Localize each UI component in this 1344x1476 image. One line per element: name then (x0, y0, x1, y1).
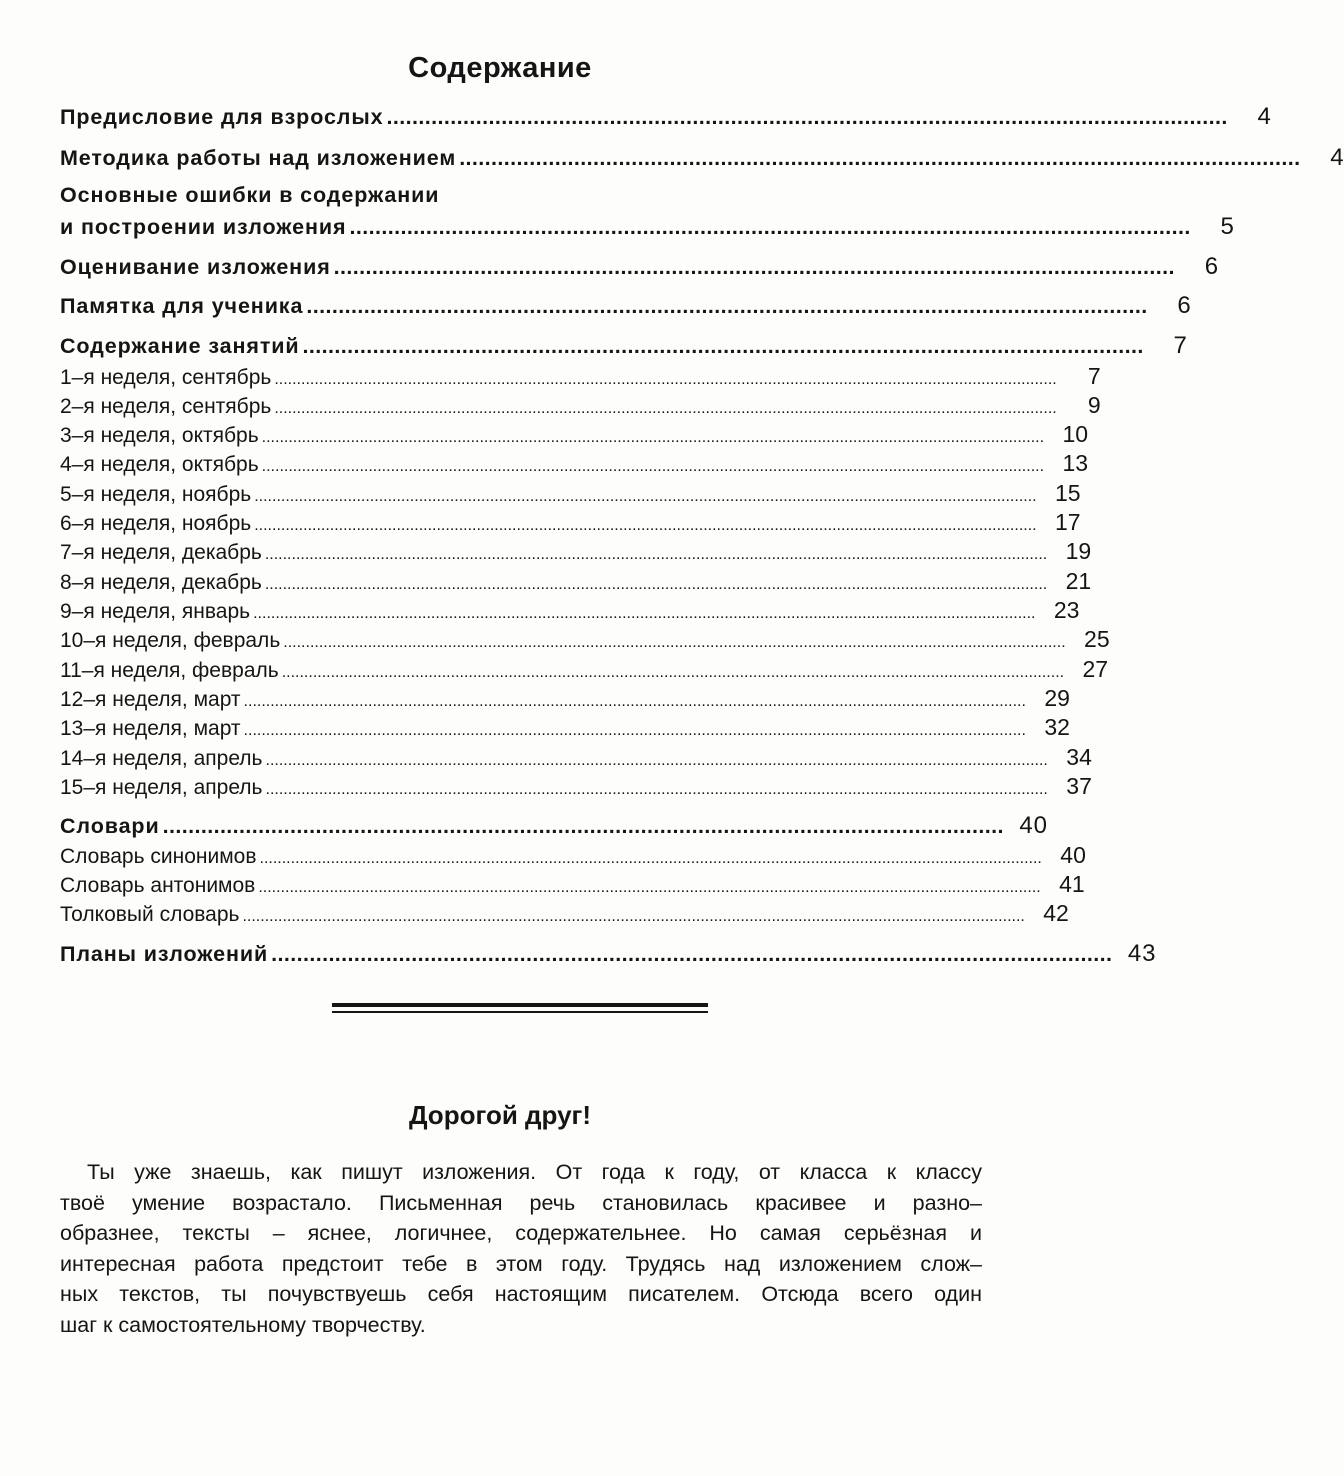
toc-page-number: 15 (1055, 480, 1081, 506)
toc-entry-label: 1–я неделя, сентябрь (60, 366, 272, 389)
toc-leader-dots: ................................................................................................................................................................................ (261, 429, 1045, 446)
toc-entry-label: Словарь антонимов (60, 874, 256, 897)
toc-page-number: 32 (1044, 714, 1070, 740)
toc-page-number: 19 (1065, 538, 1092, 564)
toc-entry (60, 871, 1085, 898)
toc-entry-label-line1: Основные ошибки в содержании (60, 183, 440, 207)
toc-entry-label: 8–я неделя, декабрь (60, 571, 262, 594)
divider-thick-rule (332, 1003, 708, 1007)
toc-page-number: 23 (1053, 597, 1080, 623)
toc-leader-dots: ................................................................................................................................................................................ (281, 664, 1065, 681)
toc-page-number: 13 (1062, 450, 1089, 476)
toc-entry-label: 2–я неделя, сентябрь (60, 395, 272, 418)
toc-entry (60, 626, 1110, 653)
toc-entry (60, 450, 1089, 477)
toc-page-number: 4 (1257, 103, 1272, 130)
toc-page-number: 29 (1044, 685, 1070, 711)
toc-leader-dots: ................................................................................................................................................................................ (265, 781, 1048, 798)
toc-entry-label: Оценивание изложения (60, 255, 331, 279)
toc-entry (60, 213, 1235, 241)
letter-line: твоё умение возрастало. Письменная речь становилась красивее и разно– (60, 1190, 982, 1215)
toc-entry (60, 685, 1070, 712)
toc-entry-label: 13–я неделя, март (60, 717, 241, 740)
toc-entry-label: 15–я неделя, апрель (60, 776, 263, 799)
toc-entry (60, 509, 1081, 536)
toc-entry-label: Словарь синонимов (60, 845, 257, 868)
toc-entry (60, 773, 1092, 800)
toc-entry (60, 144, 1344, 172)
toc-leader-dots: .................................................................................................................................... (386, 105, 1228, 129)
toc-page-number: 41 (1059, 871, 1085, 897)
toc-leader-dots: ................................................................................................................................................................................ (259, 850, 1042, 867)
toc-entry-label: 10–я неделя, февраль (60, 629, 281, 652)
toc-page-number: 43 (1127, 940, 1157, 967)
toc-entry-label: Содержание занятий (60, 334, 300, 358)
toc-page-number: 27 (1082, 656, 1109, 682)
toc-page-number: 40 (1060, 842, 1086, 868)
toc-leader-dots: ................................................................................................................................................................................ (274, 371, 1057, 388)
toc-page-number: 21 (1065, 568, 1092, 594)
toc-page-number: 7 (1087, 363, 1101, 389)
toc-entry (60, 568, 1092, 595)
toc-page-number: 9 (1087, 392, 1101, 418)
toc-leader-dots: ................................................................................................................................................................................ (242, 908, 1025, 925)
section-divider (332, 1003, 708, 1013)
toc-leader-dots: ................................................................................................................................................................................ (261, 458, 1045, 475)
toc-title: Содержание (408, 52, 592, 84)
toc-leader-dots: .................................................................................................................................... (162, 814, 1004, 838)
toc-entry-label: 6–я неделя, ноябрь (60, 512, 252, 535)
toc-entry (60, 103, 1272, 131)
toc-entry-label: Толковый словарь (60, 903, 240, 926)
toc-page-number: 34 (1066, 744, 1092, 770)
toc-entry-label: 5–я неделя, ноябрь (60, 483, 252, 506)
toc-leader-dots: ................................................................................................................................................................................ (254, 517, 1037, 534)
toc-leader-dots: ................................................................................................................................................................................ (253, 605, 1036, 622)
toc-entry (60, 656, 1109, 683)
letter-line: интересная работа предстоит тебе в этом году. Трудясь над изложением слож– (60, 1251, 982, 1276)
letter-body (60, 1157, 982, 1341)
toc-entry (60, 363, 1101, 390)
toc-leader-dots: .................................................................................................................................... (349, 215, 1191, 239)
toc-leader-dots: ................................................................................................................................................................................ (243, 722, 1026, 739)
toc-entry (60, 421, 1089, 448)
toc-entry-label: 4–я неделя, октябрь (60, 453, 259, 476)
toc-entry (60, 714, 1070, 741)
toc-leader-dots: ................................................................................................................................................................................ (243, 693, 1026, 710)
toc-entry (60, 940, 1157, 968)
toc-leader-dots: ................................................................................................................................................................................ (254, 488, 1037, 505)
toc-leader-dots: ................................................................................................................................................................................ (258, 879, 1041, 896)
toc-leader-dots: .................................................................................................................................... (459, 146, 1301, 170)
toc-entry-label: Памятка для ученика (60, 294, 304, 318)
toc-page-number: 6 (1177, 292, 1192, 319)
toc-entry (60, 480, 1081, 507)
toc-leader-dots: ................................................................................................................................................................................ (264, 546, 1048, 563)
toc-entry (60, 842, 1086, 869)
toc-entry-label: 14–я неделя, апрель (60, 747, 263, 770)
toc-entry (60, 392, 1101, 419)
toc-leader-dots: .................................................................................................................................... (271, 942, 1113, 966)
toc-leader-dots: ................................................................................................................................................................................ (264, 576, 1048, 593)
toc-entry-label: 12–я неделя, март (60, 688, 241, 711)
toc-page-number: 4 (1330, 144, 1344, 171)
toc-leader-dots: .................................................................................................................................... (302, 334, 1144, 358)
toc-page-number: 37 (1066, 773, 1092, 799)
toc-entry (60, 900, 1069, 927)
toc-entry (60, 292, 1192, 320)
toc-page-number: 17 (1055, 509, 1081, 535)
letter-line: Ты уже знаешь, как пишут изложения. От года к году, от класса к классу (87, 1160, 982, 1184)
toc-page-number: 5 (1220, 213, 1235, 240)
toc-entry (60, 597, 1080, 624)
toc-entry-label: Планы изложений (60, 942, 269, 966)
toc-leader-dots: ................................................................................................................................................................................ (283, 634, 1066, 651)
letter-greeting: Дорогой друг! (408, 1100, 592, 1130)
toc-leader-dots: ................................................................................................................................................................................ (265, 752, 1048, 769)
toc-page-number: 6 (1204, 253, 1219, 280)
toc-entry (60, 332, 1188, 360)
letter-line: ных текстов, ты почувствуешь себя настоящим писателем. Отсюда всего один (60, 1282, 982, 1307)
toc-page-number: 42 (1043, 900, 1069, 926)
toc-entry-label: 9–я неделя, январь (60, 600, 251, 623)
toc-entry (60, 253, 1219, 281)
toc-entry-label: и построении изложения (60, 215, 347, 239)
letter-line: образнее, тексты – яснее, логичнее, содержательнее. Но самая серьёзная и (60, 1221, 982, 1246)
toc-entry-label: Словари (60, 814, 160, 838)
toc-entry (60, 538, 1092, 565)
toc-page-number: 25 (1084, 626, 1110, 652)
toc-entry-label: 3–я неделя, октябрь (60, 424, 259, 447)
toc-entry (60, 812, 1048, 840)
toc-page-number: 7 (1173, 332, 1188, 359)
toc-entry-label: 11–я неделя, февраль (60, 659, 279, 682)
toc-entry-label: Предисловие для взрослых (60, 105, 384, 129)
toc-page-number: 10 (1062, 421, 1089, 447)
toc-leader-dots: .................................................................................................................................... (306, 294, 1148, 318)
toc-leader-dots: .................................................................................................................................... (333, 255, 1175, 279)
letter-line: шаг к самостоятельному творчеству. (60, 1312, 426, 1337)
toc-entry-label: 7–я неделя, декабрь (60, 541, 262, 564)
toc-page-number: 40 (1019, 812, 1048, 839)
divider-thin-rule (332, 1011, 708, 1013)
toc-entry-label: Методика работы над изложением (60, 146, 457, 170)
toc-leader-dots: ................................................................................................................................................................................ (274, 400, 1057, 417)
toc-entry (60, 744, 1092, 771)
